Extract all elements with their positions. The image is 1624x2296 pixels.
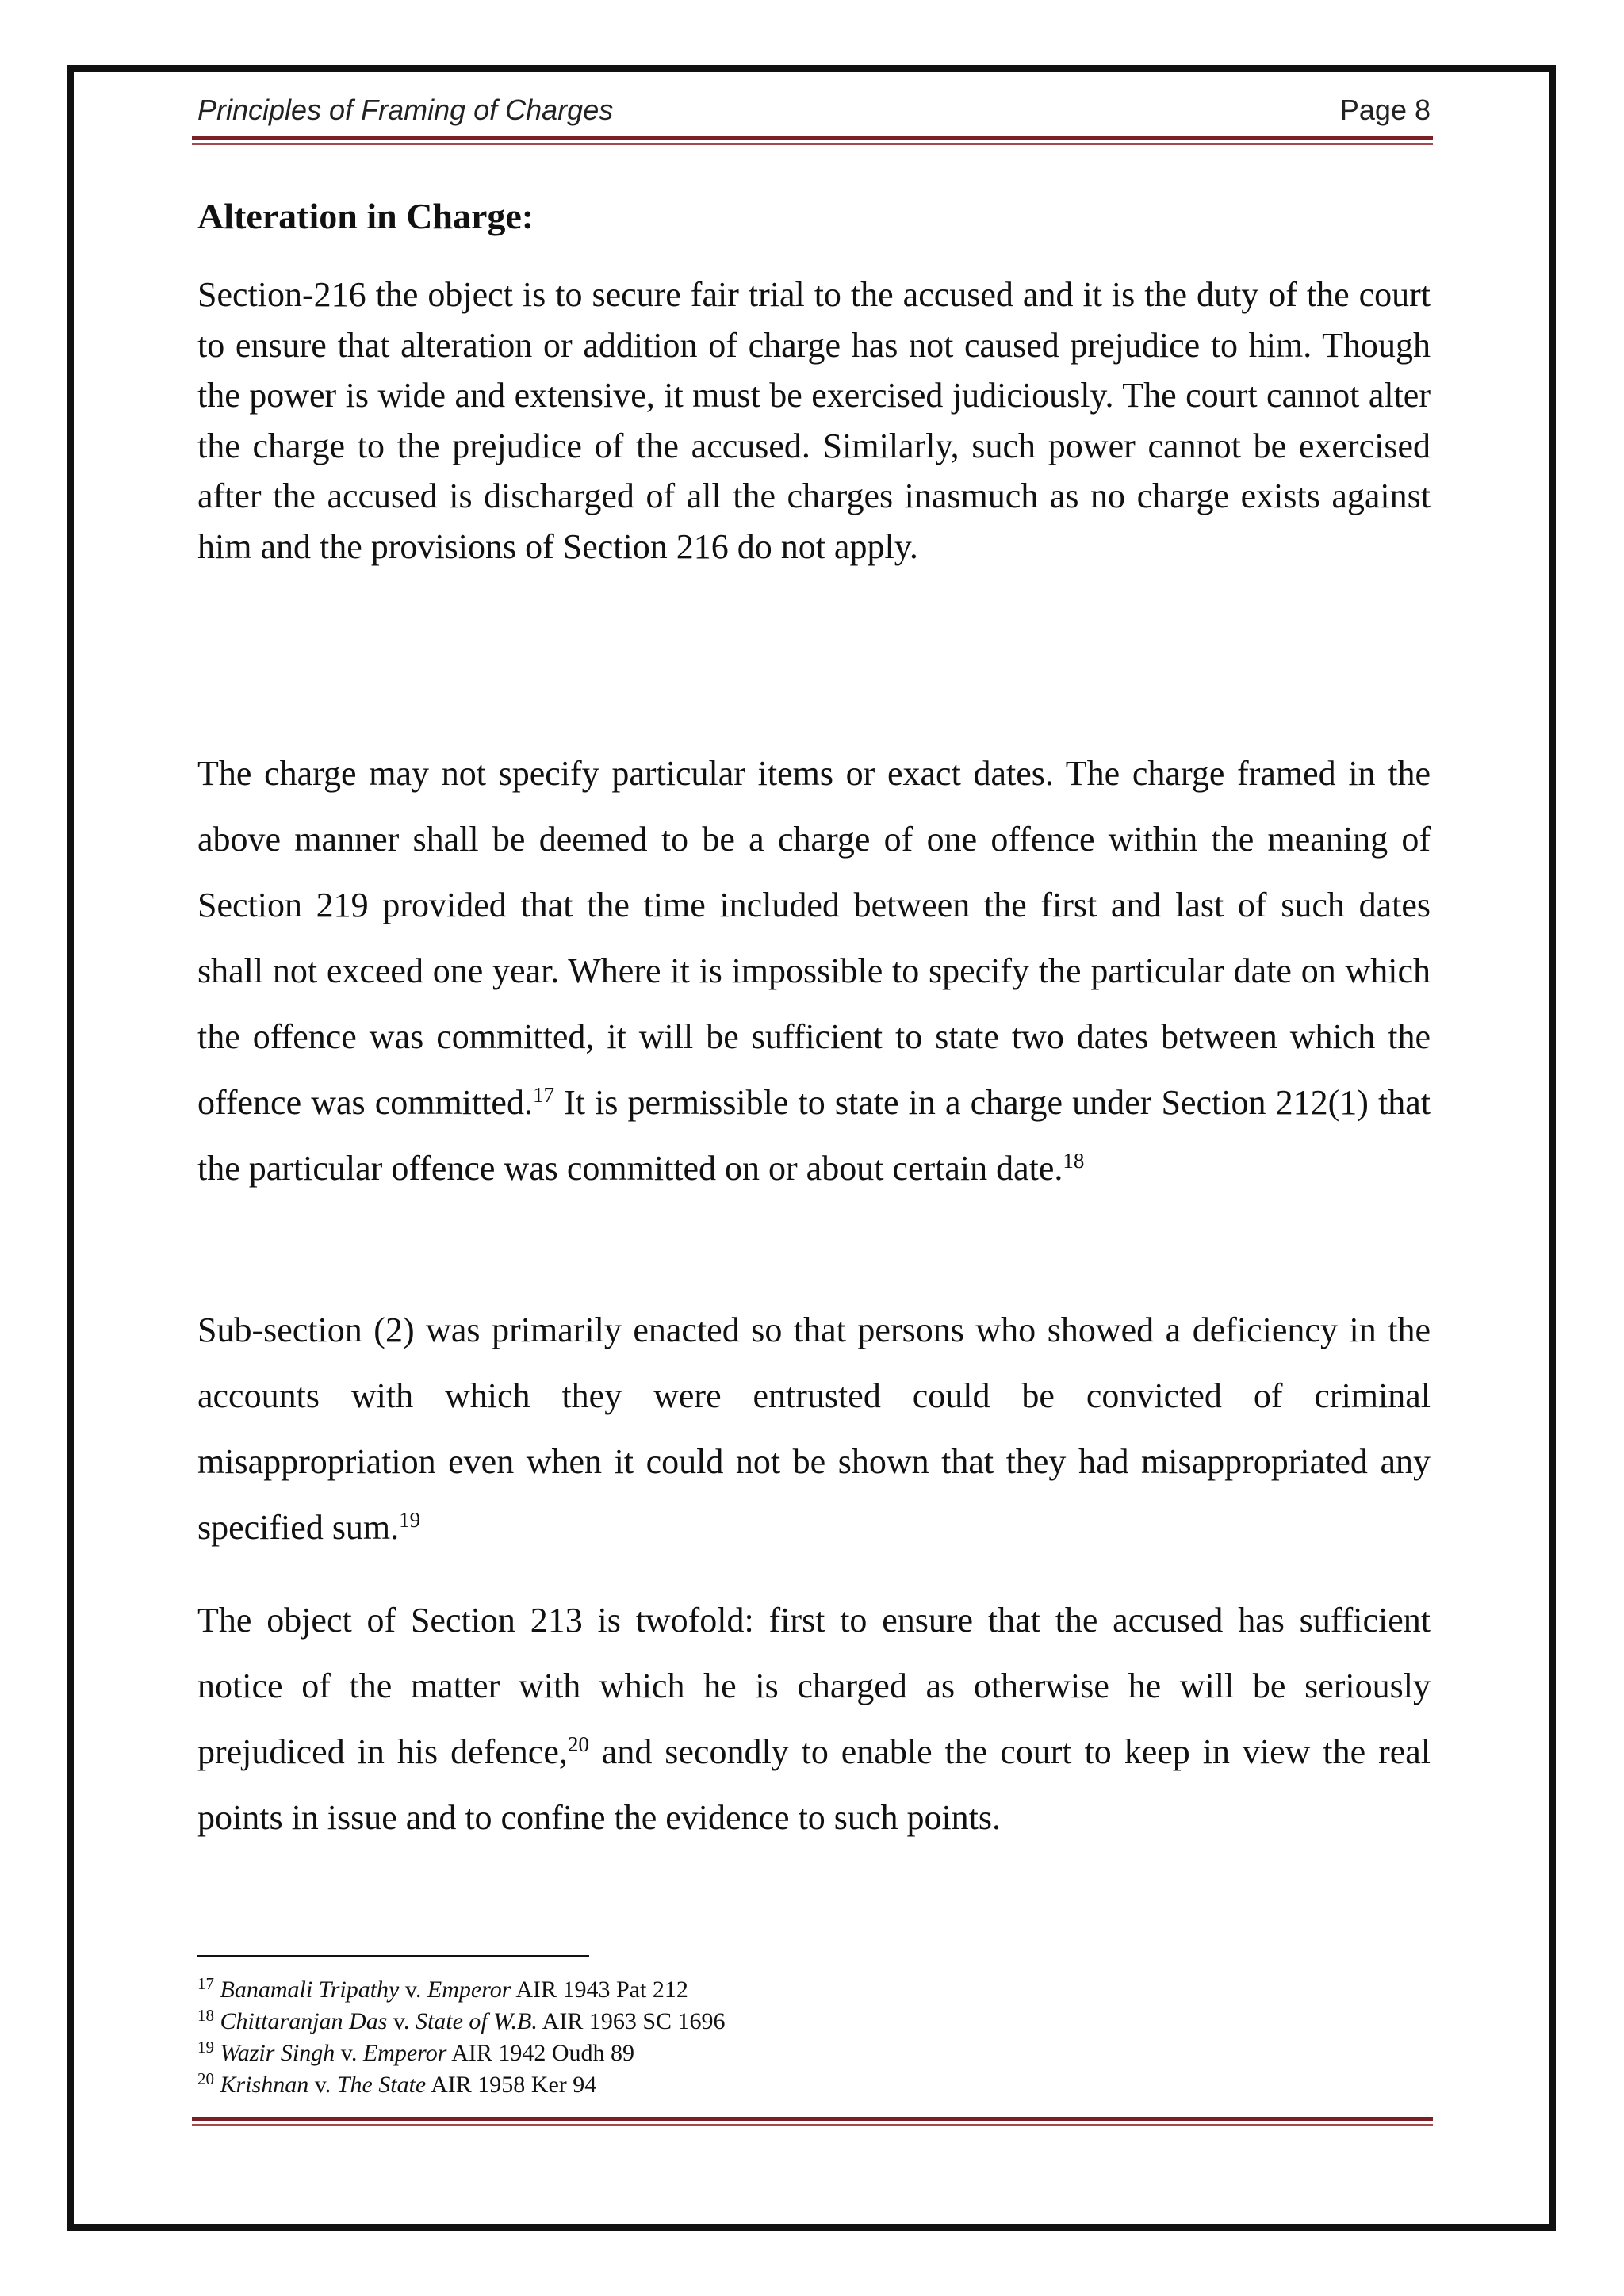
case-party: Chittaranjan Das <box>220 2008 388 2034</box>
footnote-number: 18 <box>197 2006 214 2025</box>
footnote-ref[interactable]: 17 <box>532 1083 554 1107</box>
footnotes <box>197 1974 1149 2101</box>
case-party: Banamali Tripathy <box>220 1976 400 2003</box>
footnote <box>197 2038 1149 2069</box>
footnote <box>197 2006 1149 2038</box>
page-number: Page 8 <box>1339 94 1431 126</box>
versus: v. <box>387 2008 416 2034</box>
paragraph-section-213 <box>197 1587 1431 1850</box>
case-party: Krishnan <box>220 2072 309 2098</box>
case-party: Emperor <box>362 2040 447 2066</box>
footnote-number: 19 <box>197 2038 214 2057</box>
footnote <box>197 1974 1149 2006</box>
footnote-number: 17 <box>197 1974 214 1993</box>
paragraph-dates <box>197 740 1431 1201</box>
versus: v. <box>335 2040 363 2066</box>
citation: AIR 1958 Ker 94 <box>426 2072 597 2098</box>
footnote <box>197 2069 1149 2101</box>
paragraph-text: and secondly to enable the court to keep in view the real points in issue and to confine the evidence to such points. <box>197 1732 1431 1837</box>
footer-rule <box>192 2117 1433 2126</box>
footnote-number: 20 <box>197 2069 214 2088</box>
running-header <box>197 94 1431 135</box>
case-party: Wazir Singh <box>220 2040 335 2066</box>
versus: v. <box>399 1976 427 2003</box>
header-rule <box>192 136 1433 145</box>
paragraph-alteration: Section-216 the object is to secure fair trial to the accused and it is the duty of the court to ensure that alteration or addition of charge has not caused prejudice to him. Though the power is wide and extensive, it must be exercised judiciously. The court cannot alter the charge to the prejudice of the accused. Similarly, such power cannot be exercised after the accused is discharged of all the charges inasmuch as no charge exists against him and the provisions of Section 216 do not apply. <box>197 275 1431 566</box>
case-party: The State <box>336 2072 427 2098</box>
paragraph-subsection <box>197 1297 1431 1560</box>
citation: AIR 1943 Pat 212 <box>511 1976 688 2003</box>
footnote-ref[interactable]: 18 <box>1063 1149 1085 1173</box>
citation: AIR 1963 SC 1696 <box>537 2008 726 2034</box>
paragraph-text: It is permissible to state in a charge under Section 212(1) that the particular offence was committed on or about certain date. <box>197 1083 1431 1188</box>
header-title: Principles of Framing of Charges <box>197 94 614 126</box>
case-party: Emperor <box>427 1976 511 2003</box>
case-party: State of W.B. <box>415 2008 538 2034</box>
footnote-separator <box>197 1955 589 1957</box>
paragraph-text: Sub-section (2) was primarily enacted so that persons who showed a deficiency in the accounts with which they were entrusted could be convicted of criminal misappropriation even when it could not be shown that they had misappropriated any specified sum. <box>197 1311 1431 1547</box>
paragraph-text: The charge may not specify particular items or exact dates. The charge framed in the above manner shall be deemed to be a charge of one offence within the meaning of Section 219 provided that the time included between the first and last of such dates shall not exceed one year. Where it is impossible to specify the particular date on which the offence was committed, it will be sufficient to state two dates between which the offence was committed. <box>197 754 1431 1122</box>
citation: AIR 1942 Oudh 89 <box>446 2040 635 2066</box>
versus: v. <box>308 2072 337 2098</box>
paragraph-text: The object of Section 213 is twofold: first to ensure that the accused has sufficient notice of the matter with which he is charged as otherwise he will be seriously prejudiced in his defence, <box>197 1601 1431 1771</box>
footnote-ref[interactable]: 20 <box>567 1732 589 1756</box>
footnote-ref[interactable]: 19 <box>399 1508 421 1532</box>
section-heading: Alteration in Charge: <box>197 196 534 236</box>
